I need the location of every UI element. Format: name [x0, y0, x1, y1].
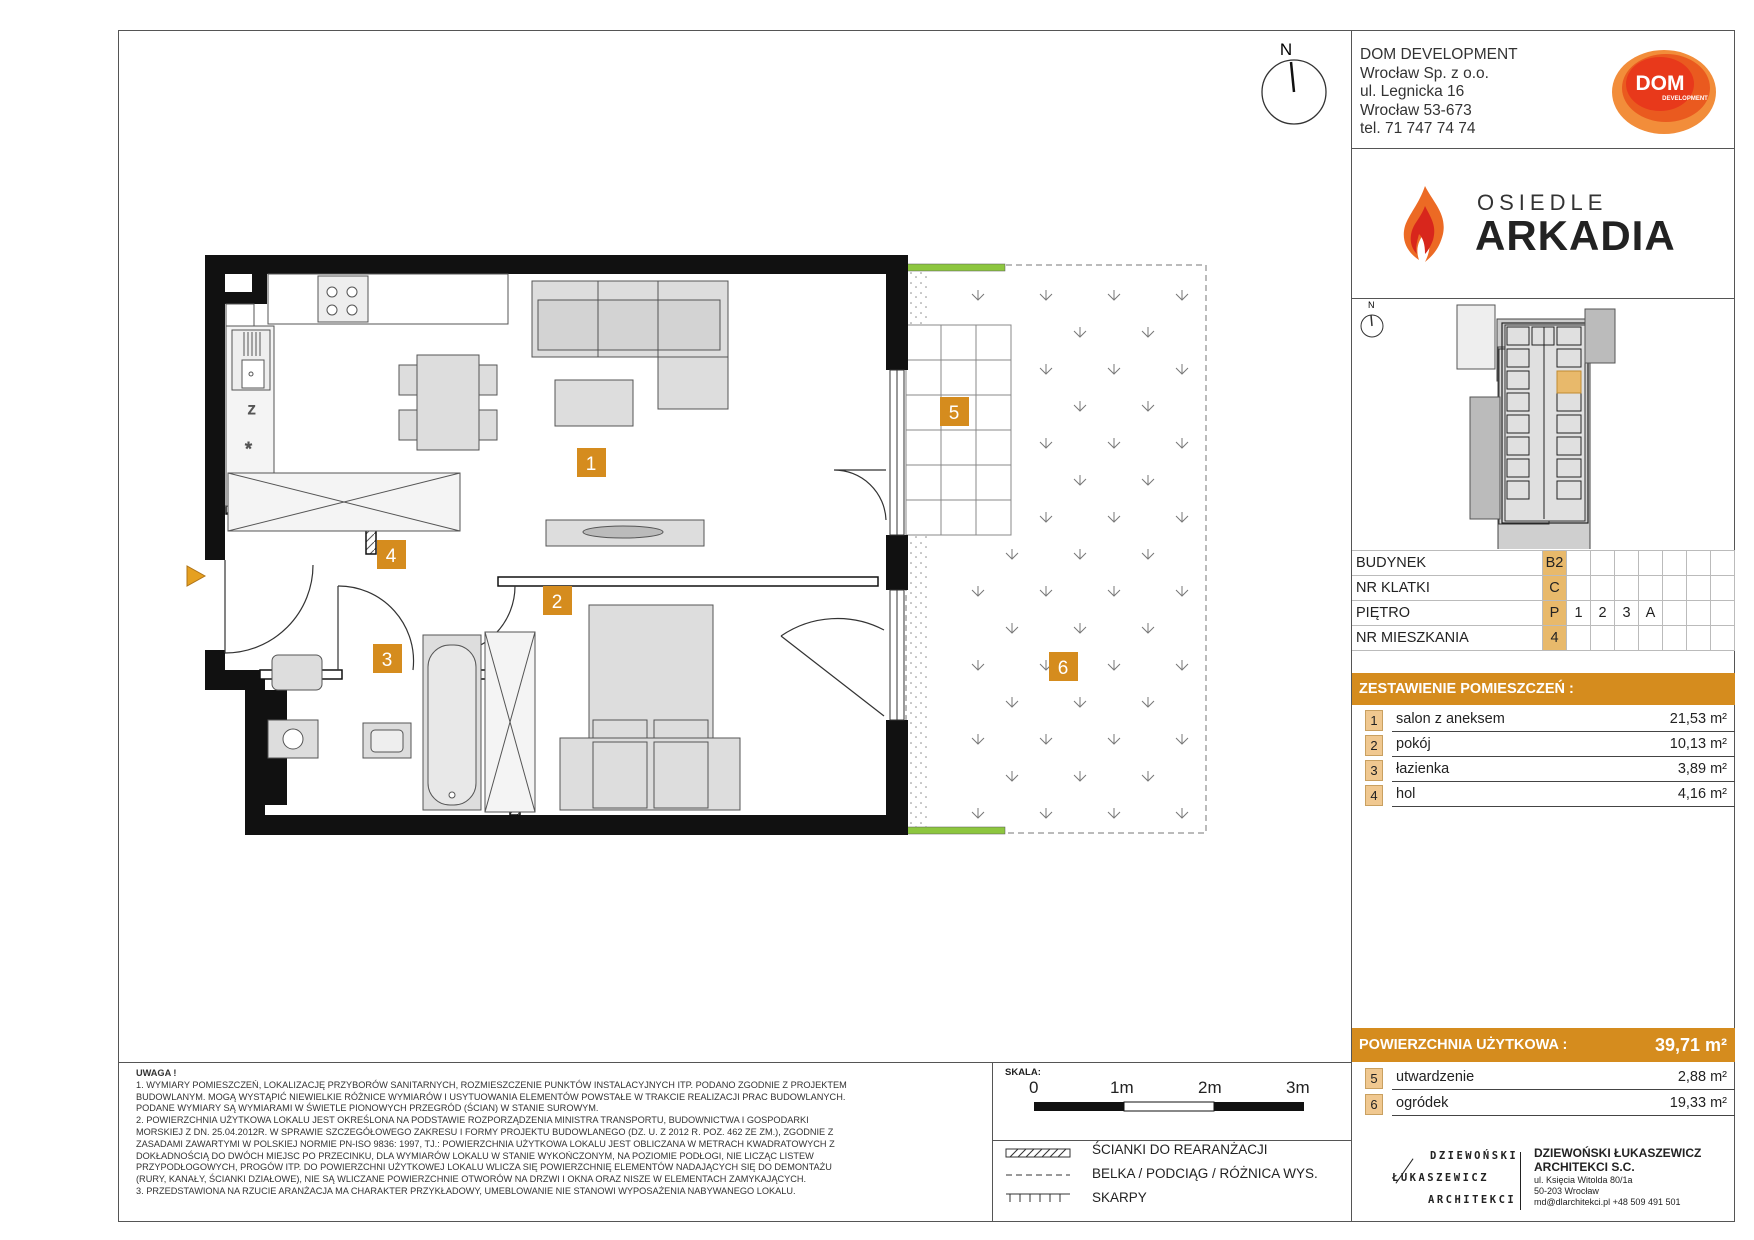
svg-text:N: N	[1368, 300, 1375, 310]
developer-info	[1360, 46, 1518, 139]
key-plan-compass	[1361, 300, 1383, 337]
north-compass	[1262, 40, 1326, 124]
info-cell	[1639, 576, 1663, 601]
developer-street: ul. Legnicka 16	[1360, 83, 1465, 100]
room-area: 3,89 m²	[1677, 761, 1727, 777]
key-plan	[1352, 299, 1735, 549]
outdoor-number: 5	[1365, 1068, 1383, 1089]
info-cell	[1567, 626, 1591, 651]
info-cell	[1687, 626, 1711, 651]
info-cell	[1591, 551, 1615, 576]
scale-bar	[1034, 1101, 1304, 1113]
info-cell	[1591, 576, 1615, 601]
info-cell	[1687, 576, 1711, 601]
bed	[560, 605, 740, 810]
room-row	[1365, 783, 1735, 807]
room-area: 21,53 m²	[1669, 711, 1727, 727]
architect-logo-line: ŁUKASZEWICZ	[1392, 1172, 1490, 1184]
legend-symbols	[1004, 1146, 1084, 1216]
info-cell	[1567, 551, 1591, 576]
partitions	[226, 506, 878, 815]
scale-label: 2m	[1198, 1078, 1222, 1097]
info-row-budynek	[1352, 551, 1735, 576]
info-cell: C	[1543, 576, 1567, 601]
info-cell: 2	[1591, 601, 1615, 626]
rooms-title: ZESTAWIENIE POMIESZCZEŃ :	[1359, 681, 1574, 697]
scale-title: SKALA:	[1005, 1067, 1041, 1078]
room-row	[1365, 708, 1735, 732]
info-cell	[1663, 626, 1687, 651]
info-cell	[1639, 551, 1663, 576]
room-name: hol	[1396, 786, 1416, 802]
info-cell	[1615, 626, 1639, 651]
info-label: BUDYNEK	[1352, 551, 1543, 576]
developer-company: Wrocław Sp. z o.o.	[1360, 64, 1489, 82]
project-line1: OSIEDLE	[1477, 190, 1608, 215]
plan-label-1: 1	[585, 454, 597, 475]
outdoor-name: utwardzenie	[1396, 1069, 1475, 1085]
architect-logo-line: DZIEWOŃSKI	[1430, 1150, 1519, 1162]
floor-plan	[118, 30, 1351, 1061]
room-name: łazienka	[1396, 761, 1450, 777]
legend-hatch-symbol	[1006, 1149, 1070, 1157]
info-cell	[1711, 601, 1735, 626]
outdoor-name: ogródek	[1396, 1095, 1449, 1111]
info-cell	[1711, 626, 1735, 651]
scale-label: 0	[1029, 1078, 1039, 1097]
usable-area-band	[1352, 1028, 1735, 1062]
legend-item: ŚCIANKI DO REARANŻACJI	[1092, 1142, 1268, 1157]
svg-text:DOM: DOM	[1635, 72, 1685, 95]
note-line: 1. WYMIARY POMIESZCZEŃ, LOKALIZACJĘ PRZYBORÓW SANITARNYCH, ROZMIESZCZENIE PUNKTÓW INSTALACYJNYCH ITP. PODANO ZGODNIE Z PROJEKTEM	[136, 1079, 847, 1090]
notes-divider	[118, 1062, 1352, 1063]
note-line: 3. PRZEDSTAWIONA NA RZUCIE ARANŻACJA MA CHARAKTER PRZYKŁADOWY, UMEBLOWANIE NIE STANOWI WYPOSAŻENIA NABYWANEGO LOKALU.	[136, 1185, 796, 1196]
info-cell	[1615, 551, 1639, 576]
room-area: 10,13 m²	[1669, 736, 1727, 752]
rooms-title-band	[1352, 673, 1735, 705]
info-cell: A	[1639, 601, 1663, 626]
entrance-arrow-icon	[187, 566, 205, 586]
info-table	[1352, 550, 1735, 651]
outdoor-area: 19,33 m²	[1669, 1095, 1727, 1111]
info-cell	[1639, 626, 1663, 651]
scale-label: 1m	[1110, 1078, 1134, 1097]
note-line: MORSKIEJ Z DN. 25.04.2012R. W SPRAWIE SZCZEGÓŁOWEGO ZAKRESU I FORMY PROJEKTU BUDOWLANEGO (DZ. U. Z 2012 R. POZ. 462 ZE ZM.), ZGODNIE Z	[136, 1126, 834, 1137]
scale-divider	[992, 1062, 993, 1222]
plan-label-2: 2	[551, 592, 563, 613]
terrace-tiles	[906, 325, 1011, 535]
info-cell	[1567, 576, 1591, 601]
info-label: NR MIESZKANIA	[1352, 626, 1543, 651]
info-cell: B2	[1543, 551, 1567, 576]
note-line: 2. POWIERZCHNIA UŻYTKOWA LOKALU JEST OKREŚLONA NA PODSTAWIE ROZPORZĄDZENIA MINISTRA TRANSPORTU, BUDOWNICTWA I GOSPODARKI	[136, 1115, 809, 1126]
svg-text:*: *	[245, 439, 253, 459]
info-label: NR KLATKI	[1352, 576, 1543, 601]
osiedle-arkadia-logo	[1395, 184, 1685, 264]
info-row-pietro	[1352, 601, 1735, 626]
dom-development-logo	[1610, 44, 1718, 136]
svg-text:Z: Z	[248, 403, 256, 417]
info-cell	[1711, 551, 1735, 576]
note-line: (RURY, KANAŁY, ŚCIANKI DZIAŁOWE), NIE SĄ WLICZANE POWIERZCHNIE OTWORÓW NA DRZWI I OKNA ORAZ NISZE W ELEMENTACH ZAMYKAJĄCYCH.	[136, 1174, 807, 1185]
outdoor-row	[1365, 1066, 1735, 1090]
note-line: PRZYPODŁOGOWYCH, PROGÓW ITP. DO POWIERZCHNI UŻYTKOWEJ LOKALU WLICZA SIĘ POWIERZCHNIĘ ELEMENTÓW NADAJĄCYCH SIĘ DO DEMONTAŻU	[136, 1162, 832, 1173]
architect-logo-line: ARCHITEKCI	[1428, 1194, 1517, 1206]
developer-phone: tel. 71 747 74 74	[1360, 120, 1476, 137]
architect-logo	[1392, 1150, 1522, 1214]
architect-name: DZIEWOŃSKI ŁUKASZEWICZ ARCHITEKCI S.C.	[1534, 1146, 1702, 1174]
room-number: 3	[1365, 760, 1383, 781]
outdoor-number: 6	[1365, 1094, 1383, 1115]
wardrobe	[485, 632, 535, 812]
legend-divider	[992, 1140, 1352, 1141]
hedge-top	[905, 264, 1005, 271]
tb-divider-1	[1352, 148, 1735, 149]
legend-stairs-symbol	[1006, 1194, 1070, 1202]
developer-city: Wrocław 53-673	[1360, 101, 1472, 119]
info-cell	[1687, 551, 1711, 576]
developer-name: DOM DEVELOPMENT	[1360, 46, 1518, 63]
tv-unit	[546, 520, 704, 546]
usable-area-value: 39,71 m²	[1654, 1035, 1727, 1055]
info-cell	[1591, 626, 1615, 651]
room-name: pokój	[1396, 736, 1431, 752]
plan-label-3: 3	[381, 650, 393, 671]
note-line: BUDOWLANYM. MOGĄ WYSTĄPIĆ NIEWIELKIE RÓŻNICE WYMIARÓW I USYTUOWANIA ELEMENTÓW POWSTAŁE W TRAKCIE REALIZACJI PRAC BUDOWLANYCH.	[136, 1091, 846, 1102]
arkadia-flame-icon	[1395, 184, 1455, 264]
scale-label: 3m	[1286, 1078, 1310, 1097]
room-number: 2	[1365, 735, 1383, 756]
plan-label-4: 4	[385, 546, 397, 567]
info-cell	[1663, 576, 1687, 601]
room-row	[1365, 758, 1735, 782]
info-cell: 4	[1543, 626, 1567, 651]
note-line: DOKŁADNOŚCIĄ DO DWÓCH MIEJSC PO PRZECINKU, DLA WYMIARÓW LOKALU W STANIE WYKOŃCZONYM, NA POZIOMIE PODŁOGI, NIE LICZĄC LISTEW	[136, 1150, 814, 1161]
info-cell	[1663, 551, 1687, 576]
info-row-mieszkanie	[1352, 626, 1735, 651]
outdoor-area: 2,88 m²	[1677, 1069, 1727, 1085]
project-line2: ARKADIA	[1475, 212, 1676, 259]
outdoor-row	[1365, 1092, 1735, 1116]
info-cell	[1615, 576, 1639, 601]
room-number: 1	[1365, 710, 1383, 731]
info-cell	[1711, 576, 1735, 601]
info-cell: 1	[1567, 601, 1591, 626]
info-cell: P	[1543, 601, 1567, 626]
dining-set	[399, 355, 497, 450]
info-cell: 3	[1615, 601, 1639, 626]
info-label: PIĘTRO	[1352, 601, 1543, 626]
plan-label-6: 6	[1057, 658, 1069, 679]
usable-area-label: POWIERZCHNIA UŻYTKOWA :	[1359, 1037, 1568, 1053]
room-area: 4,16 m²	[1677, 786, 1727, 802]
hedge-bottom	[905, 827, 1005, 834]
svg-text:DEVELOPMENT: DEVELOPMENT	[1662, 96, 1708, 102]
note-line: PODANE WYMIARY SĄ WYMIARAMI W ŚWIETLE PIONOWYCH PRZEGRÓD (ŚCIAN) W STANIE SUROWYM.	[136, 1103, 599, 1114]
sofa	[532, 281, 728, 426]
room-row	[1365, 733, 1735, 757]
note-line: ZASADAMI ZAWARTYMI W POLSKIEJ NORMIE PN-ISO 9836: 1997, TJ.: POWIERZCHNIA UŻYTKOWA LOKALU JEST OBLICZANA W METRACH KWADRATOWYCH Z	[136, 1138, 835, 1149]
room-name: salon z aneksem	[1396, 711, 1505, 727]
legend-item: BELKA / PODCIĄG / RÓŻNICA WYS.	[1092, 1166, 1318, 1181]
architect-address: ul. Księcia Witolda 80/1a 50-203 Wrocław md@dlarchitekci.pl +48 509 491 501	[1534, 1175, 1681, 1207]
room-number: 4	[1365, 785, 1383, 806]
info-cell	[1663, 601, 1687, 626]
info-cell	[1687, 601, 1711, 626]
notes-title: UWAGA !	[136, 1068, 177, 1078]
legend-item: SKARPY	[1092, 1190, 1147, 1205]
info-row-klatka	[1352, 576, 1735, 601]
notes-block	[136, 1068, 966, 1198]
svg-text:N: N	[1279, 40, 1293, 59]
plan-label-5: 5	[948, 403, 960, 424]
